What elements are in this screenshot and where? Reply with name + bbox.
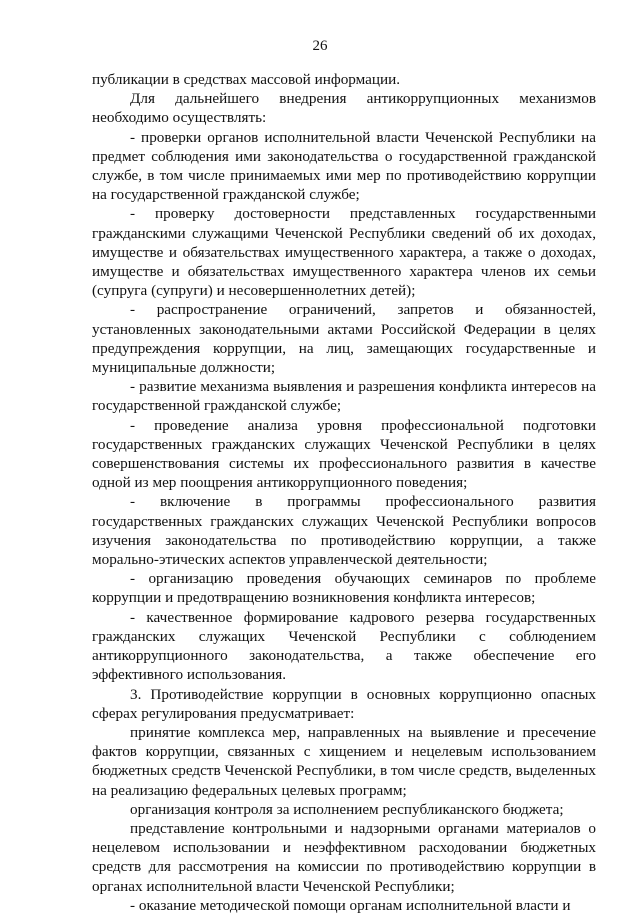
list-item: - распространение ограничений, запретов и обязанностей, установленных законодательными актами Российской Федерации в целях предупреждения коррупции, на лиц, замещающих государственные и муниципальные должности; (92, 301, 596, 377)
section-heading-paragraph: 3. Противодействие коррупции в основных коррупционно опасных сферах регулирования предусматривает: (92, 685, 596, 722)
list-item: - включение в программы профессионального развития государственных гражданских служащих Чеченской Республики вопросов изучения законодательства по противодействию коррупции, а также морально-этических аспектов управленческой деятельности; (92, 493, 596, 569)
page-number: 26 (312, 38, 328, 54)
list-item: - проверку достоверности представленных государственными гражданскими служащими Чеченской Республики сведений об их доходах, имуществе и обязательствах имущественного характера, а также о доходах, имуществе и обязательствах имущественного характера членов их семьи (супруга (супруги) и несовершеннолетних детей); (92, 205, 596, 300)
list-item: - проверки органов исполнительной власти Чеченской Республики на предмет соблюдения ими законодательства о государственной гражданской службе, в том числе принимаемых ими мер по противодействию коррупции на государственной гражданской службе; (92, 128, 596, 204)
list-item: - проведение анализа уровня профессиональной подготовки государственных гражданских служащих Чеченской Республики в целях совершенствования системы их профессионального развития в качестве одной из мер поощрения антикоррупционного поведения; (92, 416, 596, 492)
paragraph: публикации в средствах массовой информации. (92, 71, 401, 88)
paragraph: принятие комплекса мер, направленных на выявление и пресечение фактов коррупции, связанных с хищением и нецелевым использованием бюджетных средств Чеченской Республики, в том числе средств, выделенных на реализацию федеральных целевых программ; (92, 723, 596, 799)
list-item: - организацию проведения обучающих семинаров по проблеме коррупции и предотвращению возникновения конфликта интересов; (92, 570, 596, 607)
list-item: - качественное формирование кадрового резерва государственных гражданских служащих Чеченской Республики с соблюдением антикоррупционного законодательства, а также обеспечение его эффективного использования. (92, 608, 596, 684)
list-item: - оказание методической помощи органам исполнительной власти и (130, 896, 571, 914)
paragraph: Для дальнейшего внедрения антикоррупционных механизмов необходимо осуществлять: (92, 90, 596, 127)
paragraph: организация контроля за исполнением республиканского бюджета; (130, 800, 564, 818)
body-text (92, 70, 596, 915)
paragraph: представление контрольными и надзорными органами материалов о нецелевом использовании и неэффективном расходовании бюджетных средств для рассмотрения на комиссии по противодействию коррупции в органах исполнительной власти Чеченской Республики; (92, 819, 596, 895)
list-item: - развитие механизма выявления и разрешения конфликта интересов на государственной гражданской службе; (92, 378, 596, 415)
